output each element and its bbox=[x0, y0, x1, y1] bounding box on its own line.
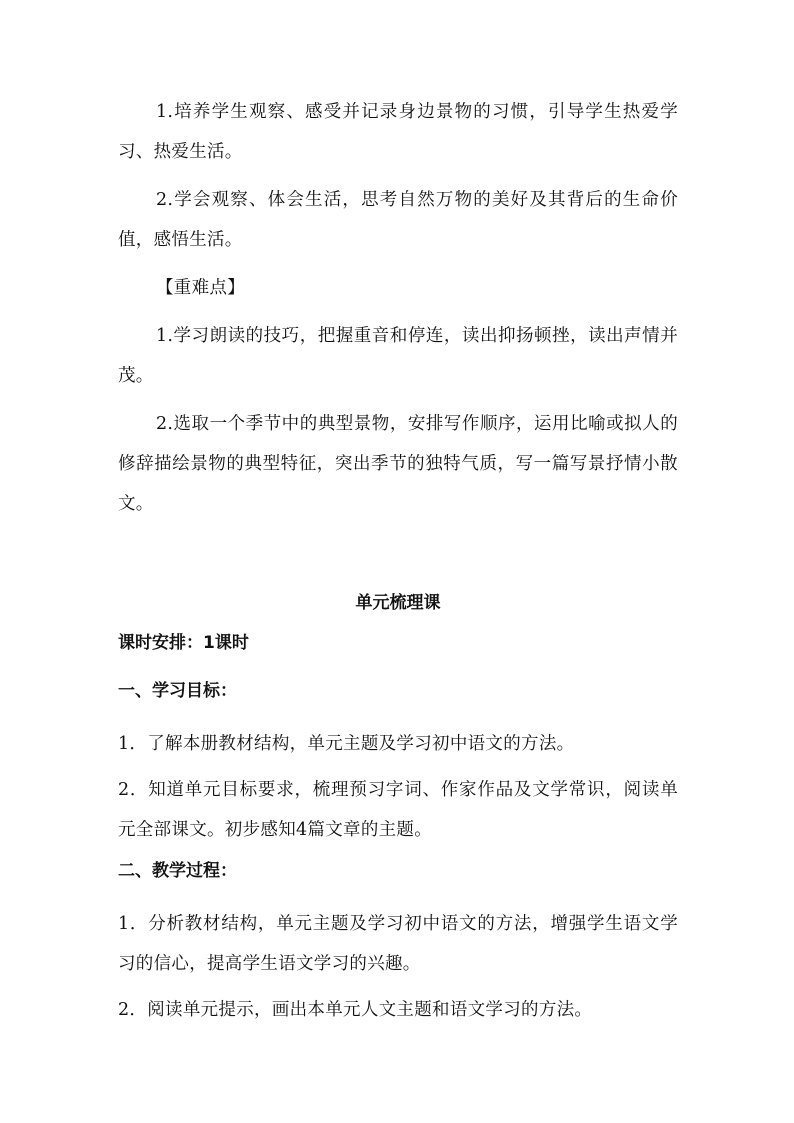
key-point-2: 2.选取一个季节中的典型景物，安排写作顺序，运用比喻或拟人的修辞描绘景物的典型特征，突出季节的独特气质，写一篇写景抒情小散文。 bbox=[118, 414, 678, 514]
objective-2: 2.学会观察、体会生活，思考自然万物的美好及其背后的生命价值，感悟生活。 bbox=[118, 190, 678, 250]
lesson-schedule: 课时安排：1课时 bbox=[118, 633, 249, 653]
document-page bbox=[118, 92, 678, 1036]
key-points-heading: 【重难点】 bbox=[156, 278, 245, 298]
key-point-1: 1.学习朗读的技巧，把握重音和停连，读出抑扬顿挫，读出声情并茂。 bbox=[118, 326, 678, 386]
process-heading: 二、教学过程： bbox=[118, 861, 237, 881]
lesson-title: 单元梳理课 bbox=[355, 593, 441, 613]
process-2: 2．阅读单元提示，画出本单元人文主题和语文学习的方法。 bbox=[118, 1000, 593, 1020]
process-1: 1．分析教材结构，单元主题及学习初中语文的方法，增强学生语文学习的信心，提高学生语文学习的兴趣。 bbox=[118, 914, 678, 974]
objective-1: 1.培养学生观察、感受并记录身边景物的习惯，引导学生热爱学习、热爱生活。 bbox=[118, 102, 678, 162]
goals-heading: 一、学习目标： bbox=[118, 681, 237, 701]
goal-2: 2．知道单元目标要求，梳理预习字词、作家作品及文学常识，阅读单元全部课文。初步感知4篇文章的主题。 bbox=[118, 780, 678, 840]
goal-1: 1．了解本册教材结构，单元主题及学习初中语文的方法。 bbox=[118, 734, 575, 754]
